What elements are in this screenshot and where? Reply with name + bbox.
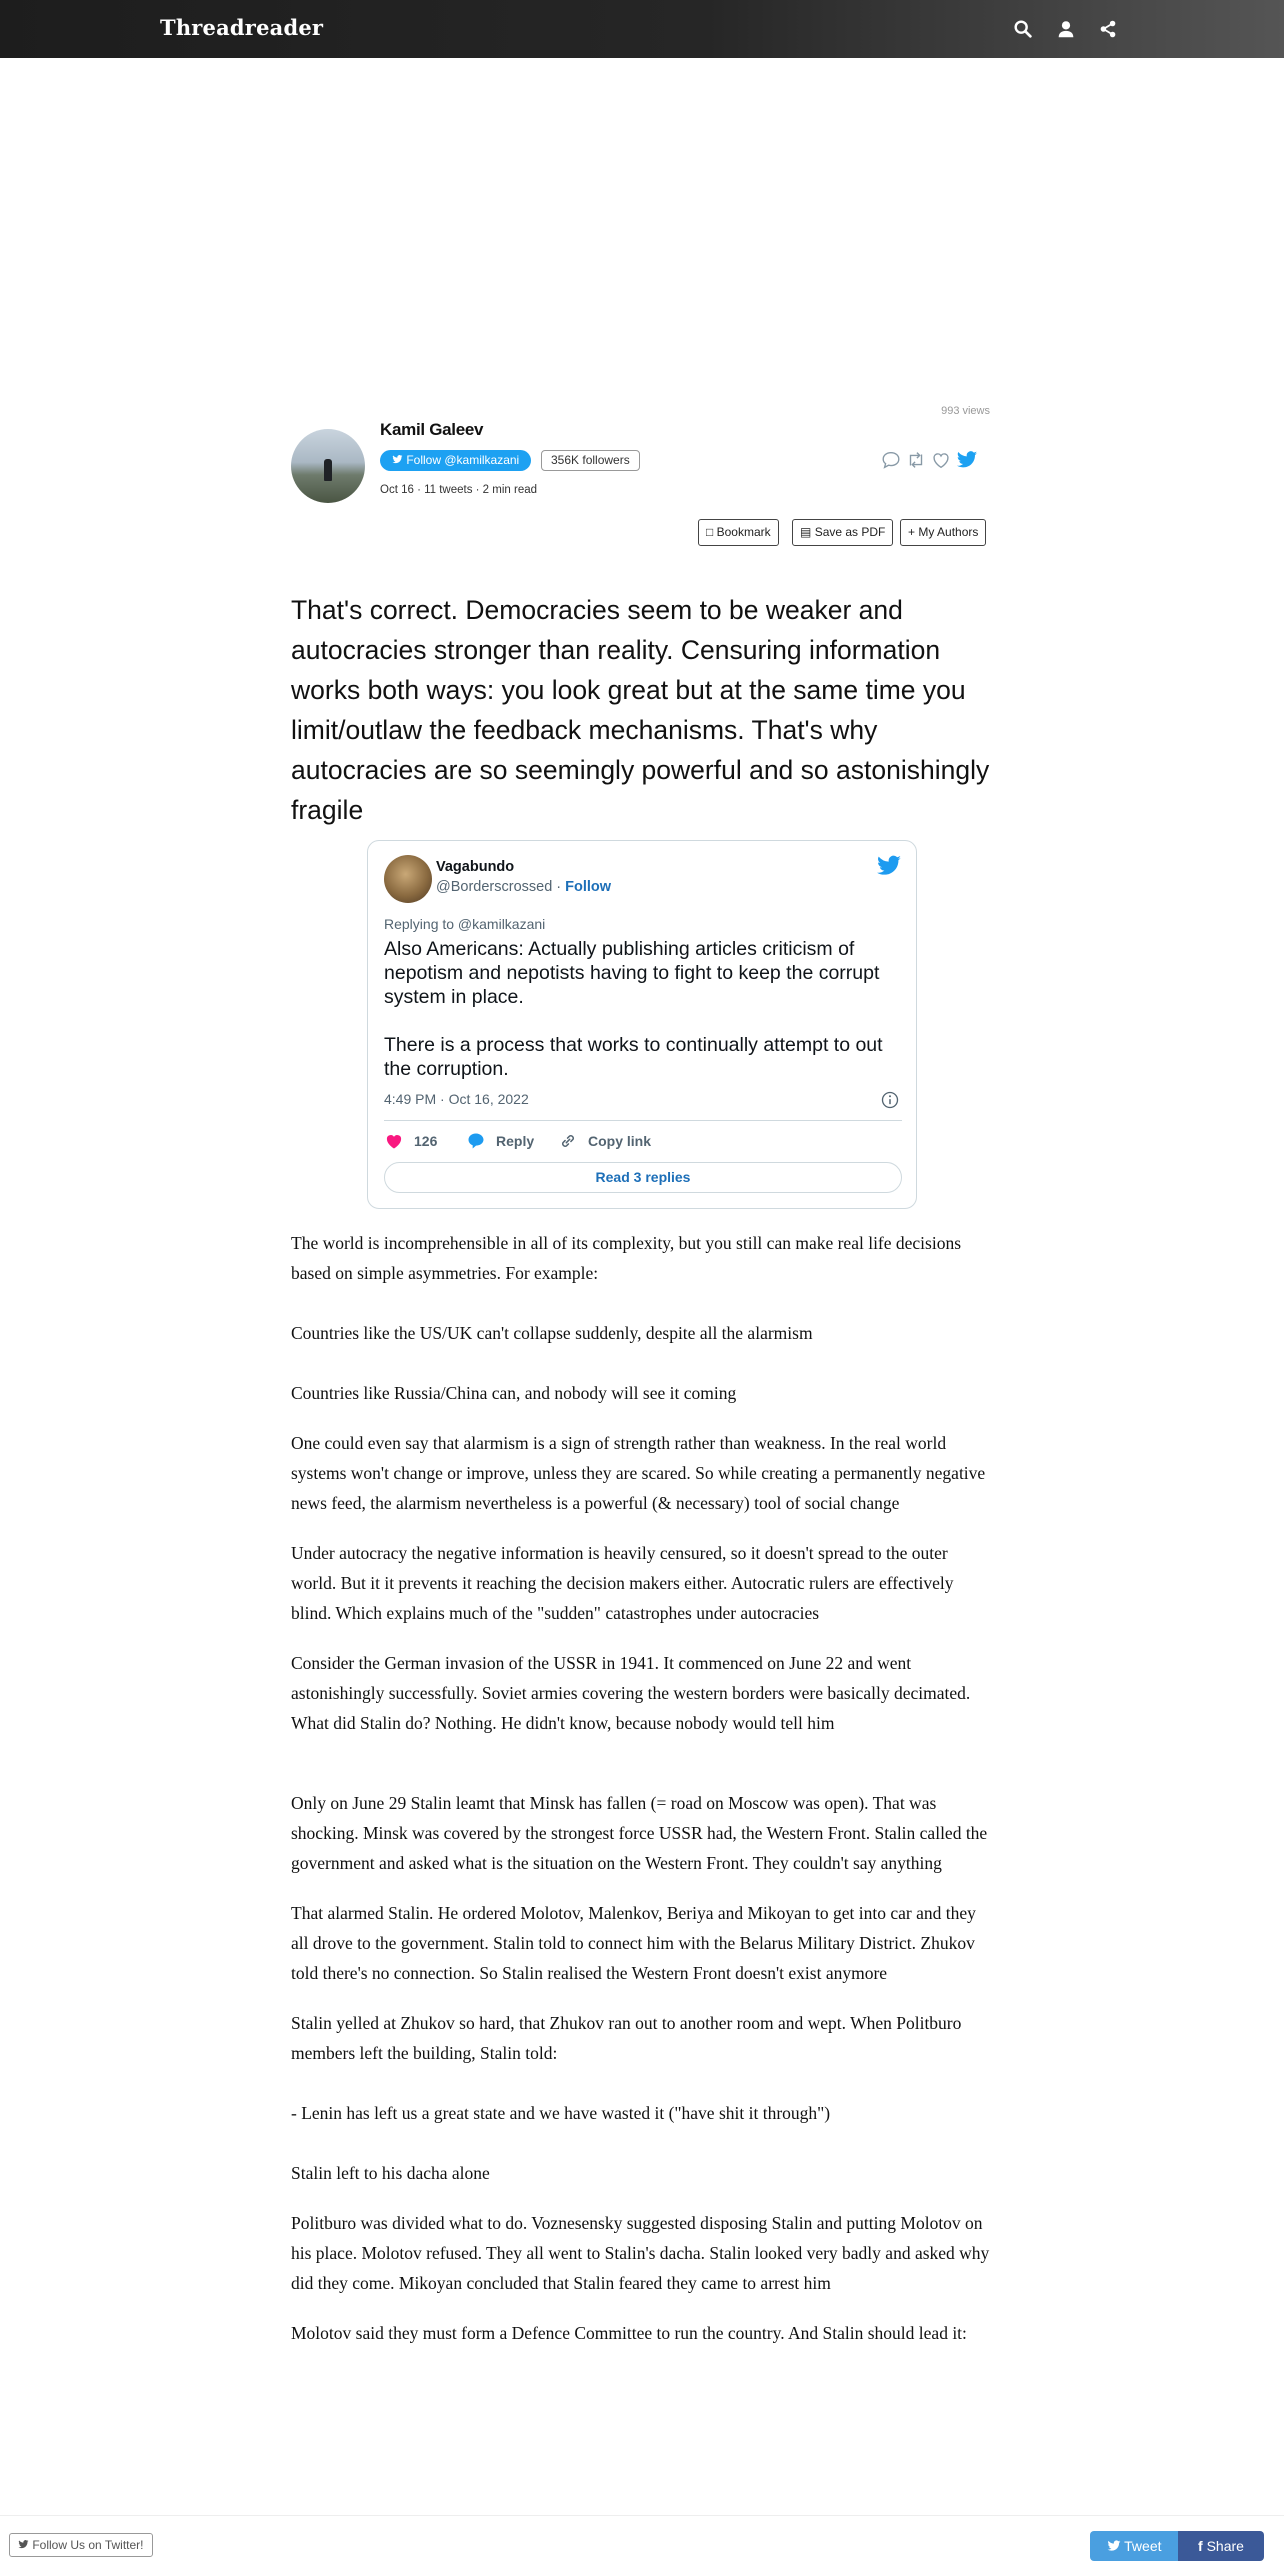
info-icon[interactable] xyxy=(880,1090,900,1110)
thread-content xyxy=(291,1228,991,2368)
my-authors-button[interactable] xyxy=(900,519,986,546)
copy-link-button[interactable] xyxy=(558,1130,668,1152)
thread-paragraph: Molotov said they must form a Defence Committee to run the country. And Stalin should lead it: xyxy=(291,2323,967,2343)
embedded-tweet[interactable] xyxy=(367,840,917,1209)
twitter-icon[interactable] xyxy=(956,449,978,471)
thread-paragraph: Stalin left to his dacha alone xyxy=(291,2163,490,2183)
thread-paragraph: Stalin yelled at Zhukov so hard, that Zhukov ran out to another room and wept. When Politburo members left the building, Stalin told: xyxy=(291,2013,962,2063)
embedded-tweet-handle[interactable]: @Borderscrossed xyxy=(436,879,553,895)
lead-tweet-text: That's correct. Democracies seem to be weaker and autocracies stronger than reality. Censuring information works both ways: you look great but at the same time you limit/outlaw the feedback mechanisms. That's why autocracies are so seemingly powerful and so astonishingly fragile xyxy=(291,595,990,825)
site-logo[interactable]: Threadreader xyxy=(160,15,324,40)
top-navbar xyxy=(0,0,1284,58)
like-count: 126 xyxy=(414,1133,438,1149)
thread-paragraph: Consider the German invasion of the USSR in 1941. It commenced on June 22 and went astonishingly successfully. Soviet armies covering the western borders were basically decimated. What did Stalin do? Nothing. He didn't know, because nobody would tell him xyxy=(291,1653,971,1733)
follow-us-label: Follow Us on Twitter! xyxy=(32,2538,144,2552)
thread-paragraph: Countries like the US/UK can't collapse suddenly, despite all the alarmism xyxy=(291,1323,813,1343)
save-pdf-button[interactable] xyxy=(792,519,893,546)
embedded-tweet-handle-line: @Borderscrossed · Follow xyxy=(436,879,612,895)
followers-count: 356K followers xyxy=(541,450,640,471)
embedded-tweet-text-2: There is a process that works to continually attempt to out the corruption. xyxy=(384,1034,883,1080)
file-icon: ▤ xyxy=(800,525,812,539)
thread-paragraph: One could even say that alarmism is a sign of strength rather than weakness. In the real world systems won't change or improve, unless they are scared. So while creating a permanently negative news feed, the alarmism nevertheless is a powerful (& necessary) tool of social change xyxy=(291,1433,986,1513)
tweet-label: Tweet xyxy=(1124,2538,1162,2554)
thread-paragraph: - Lenin has left us a great state and we have wasted it ("have shit it through") xyxy=(291,2103,831,2123)
tweet-button[interactable] xyxy=(1090,2531,1178,2561)
plus-icon: + xyxy=(908,525,916,539)
follow-us-button[interactable] xyxy=(9,2533,153,2557)
read-replies-button[interactable]: Read 3 replies xyxy=(384,1162,902,1193)
reply-label: Reply xyxy=(496,1133,535,1149)
retweet-icon[interactable] xyxy=(905,449,927,471)
like-stat[interactable] xyxy=(384,1130,454,1152)
thread-paragraph: Politburo was divided what to do. Voznesensky suggested disposing Stalin and putting Molotov on his place. Molotov refused. They all went to Stalin's dacha. Stalin looked very badly and asked why did they come. Mikoyan concluded that Stalin feared they came to arrest him xyxy=(291,2213,990,2293)
embedded-tweet-avatar[interactable] xyxy=(384,855,432,903)
view-count: 993 views xyxy=(941,405,990,417)
facebook-share-button[interactable] xyxy=(1178,2531,1264,2561)
thread-paragraph: Countries like Russia/China can, and nobody will see it coming xyxy=(291,1383,737,1403)
follow-author-label: Follow @kamilkazani xyxy=(406,453,520,467)
bookmark-icon: □ xyxy=(706,525,714,539)
share-icon[interactable] xyxy=(1097,18,1119,40)
save-pdf-label: Save as PDF xyxy=(814,525,886,539)
divider xyxy=(384,1120,902,1121)
like-icon[interactable] xyxy=(930,449,952,471)
author-name[interactable]: Kamil Galeev xyxy=(380,420,484,439)
follow-author-button[interactable] xyxy=(380,450,531,471)
facebook-icon: f xyxy=(1198,2538,1203,2554)
reply-stat[interactable] xyxy=(466,1130,546,1152)
twitter-icon[interactable] xyxy=(876,853,902,879)
twitter-icon xyxy=(18,2539,29,2550)
thread-paragraph: The world is incomprehensible in all of its complexity, but you still can make real life decisions based on simple asymmetries. For example: xyxy=(291,1233,962,1283)
bottom-share-bar xyxy=(0,2515,1284,2568)
thread-paragraph: Under autocracy the negative information is heavily censured, so it doesn't spread to the outer world. But it it prevents it reaching the decision makers either. Autocratic rulers are effectively blind. Which explains much of the "sudden" catastrophes under autocracies xyxy=(291,1543,954,1623)
twitter-icon xyxy=(1107,2539,1121,2553)
thread-paragraph: Only on June 29 Stalin leamt that Minsk has fallen (= road on Moscow was open). That was shocking. Minsk was covered by the strongest force USSR had, the Western Front. Stalin called the government and asked what is the situation on the Western Front. They couldn't say anything xyxy=(291,1793,988,1873)
embedded-tweet-text-1: Also Americans: Actually publishing articles criticism of nepotism and nepotists having to fight to keep the corrupt system in place. xyxy=(384,938,880,1008)
reply-icon[interactable] xyxy=(880,449,902,471)
my-authors-label: My Authors xyxy=(918,525,979,539)
embedded-tweet-text xyxy=(384,937,904,1081)
copy-link-label: Copy link xyxy=(588,1133,652,1149)
twitter-icon xyxy=(392,454,403,465)
link-icon xyxy=(558,1131,578,1151)
bookmark-label: Bookmark xyxy=(716,525,771,539)
embedded-tweet-timestamp[interactable]: 4:49 PM · Oct 16, 2022 xyxy=(384,1091,529,1107)
bookmark-button[interactable] xyxy=(698,519,779,546)
thread-paragraph: That alarmed Stalin. He ordered Molotov, Malenkov, Beriya and Mikoyan to get into car and they all drove to the government. Stalin told to connect him with the Belarus Military District. Zhukov told there's no connection. So Stalin realised the Western Front doesn't exist anymore xyxy=(291,1903,976,1983)
heart-icon xyxy=(384,1131,404,1151)
share-label: Share xyxy=(1206,2538,1244,2554)
embedded-tweet-name[interactable]: Vagabundo xyxy=(436,859,515,875)
user-icon[interactable] xyxy=(1055,18,1077,40)
author-avatar[interactable] xyxy=(291,429,365,503)
search-icon[interactable] xyxy=(1012,18,1034,40)
replying-to[interactable]: Replying to @kamilkazani xyxy=(384,916,546,932)
speech-bubble-icon xyxy=(466,1131,486,1151)
embedded-follow-link[interactable]: Follow xyxy=(565,879,612,895)
thread-meta: Oct 16 · 11 tweets · 2 min read xyxy=(380,484,538,496)
